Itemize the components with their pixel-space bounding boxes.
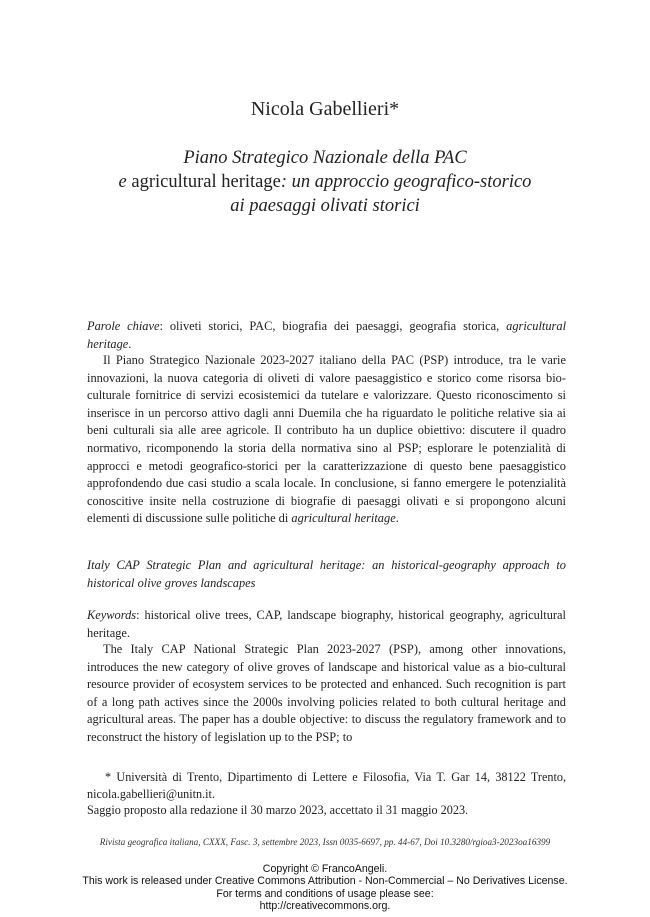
english-abstract xyxy=(87,641,566,747)
title-line-2-roman: agricultural heritage xyxy=(126,172,281,192)
italian-keywords: Parole chiave: oliveti storici, PAC, biografia dei paesaggi, geografia storica, agricultural heritage. xyxy=(87,319,567,351)
author-name: Nicola Gabellieri* xyxy=(250,98,400,120)
journal-citation: Rivista geografica italiana, CXXX, Fasc. 3, settembre 2023, Issn 0035-6697, pp. 44-67, Doi 10.3280/rgioa3-2023oa16399 xyxy=(99,837,551,847)
italian-keywords-text: : oliveti storici, PAC, biografia dei paesaggi, geografia storica, xyxy=(159,319,507,333)
title-line-3: ai paesaggi olivati storici xyxy=(230,196,420,216)
english-title: Italy CAP Strategic Plan and agricultural heritage: an historical-geography approach to historical olive groves landscapes xyxy=(87,558,566,590)
italian-abstract: Il Piano Strategico Nazionale 2023-2027 italiano della PAC (PSP) introduce, tra le varie innovazioni, la nuova categoria di oliveti di valore paesaggistico e storico come risorsa bio-culturale fornitrice di servizi ecosistemici da tutelare e valorizzare. Questo riconoscimento si inserisce in un percorso attivo dagli anni Duemila che ha riguardato le politiche relative sia ai beni culturali sia alle aree agricole. Il contributo ha un duplice obiettivo: discutere il quadro normativo, ricomponendo la storia della normativa sino al PSP; esplorare le potenzialità di approcci e metodi geografico-storici per la caratterizzazione di questo bene paesaggistico approfondendo due casi studio a scala locale. In conclusione, si fanno emergere le potenzialità conoscitive insite nella costruzione di biografie di paesaggi olivati e si propongono alcuni elementi di discussione sulle politiche di agricultural heritage. xyxy=(87,353,566,526)
article-title xyxy=(60,146,590,218)
english-keywords xyxy=(87,607,566,642)
license-copyright: Copyright © FrancoAngeli. xyxy=(262,863,388,875)
license-notice xyxy=(0,863,650,913)
title-line-2-rest: : un approccio geografico-storico xyxy=(280,172,532,192)
title-line-2 xyxy=(60,170,590,194)
italian-keywords-label: Parole chiave xyxy=(87,319,160,333)
italian-keywords-tail: agricultural heritage xyxy=(87,319,567,351)
italian-abstract-text: Il Piano Strategico Nazionale 2023-2027 italiano della PAC (PSP) introduce, tra le varie innovazioni, la nuova categoria di oliveti di valore paesaggistico e storico come risorsa bio-culturale fornitrice di servizi ecosistemici da tutelare e valorizzare. Questo riconoscimento si inserisce in un percorso attivo dagli anni Duemila che ha riguardato le politiche relative sia ai beni culturali sia alle aree agricole. Il contributo ha un duplice obiettivo: discutere il quadro normativo, ricomponendo la storia della normativa sino al PSP; esplorare le potenzialità di approcci e metodi geografico-storici per la caratterizzazione di questo bene paesaggistico approfondendo due casi studio a scala locale. In conclusione, si fanno emergere le potenzialità conoscitive insite nella costruzione di biografie di paesaggi olivati e si propongono alcuni elementi di discussione sulle politiche di xyxy=(87,353,566,526)
submission-note: Saggio proposto alla redazione il 30 marzo 2023, accettato il 31 maggio 2023. xyxy=(87,803,469,817)
license-link[interactable]: http://creativecommons.org. xyxy=(259,900,391,913)
english-abstract-text: The Italy CAP National Strategic Plan 2023-2027 (PSP), among other innovations, introduces the new category of olive groves of landscape and historical value as a bio-cultural resource provider of ecosystem services to be protected and enhanced. Such recognition is part of a long path actives since the 2000s involving policies related to both cultural heritage and agricultural areas. The paper has a double objective: to discuss the regulatory framework and to reconstruct the history of legislation up to the PSP; to xyxy=(87,642,566,744)
license-statement: This work is released under Creative Commons Attribution - Non-Commercial – No Derivatives License. xyxy=(82,875,568,888)
license-terms: For terms and conditions of usage please see: xyxy=(216,887,434,900)
title-line-2-e: e xyxy=(118,172,127,192)
title-line-1: Piano Strategico Nazionale della PAC xyxy=(183,148,467,168)
english-keywords-text: : historical olive trees, CAP, landscape biography, historical geography, agricultural heritage. xyxy=(87,608,566,640)
english-keywords-label: Keywords xyxy=(87,608,137,622)
italian-abstract-tail: agricultural heritage xyxy=(291,511,396,526)
author-footnote: * Università di Trento, Dipartimento di Lettere e Filosofia, Via T. Gar 14, 38122 Trento, nicola.gabellieri@unitn.it. xyxy=(87,770,566,801)
